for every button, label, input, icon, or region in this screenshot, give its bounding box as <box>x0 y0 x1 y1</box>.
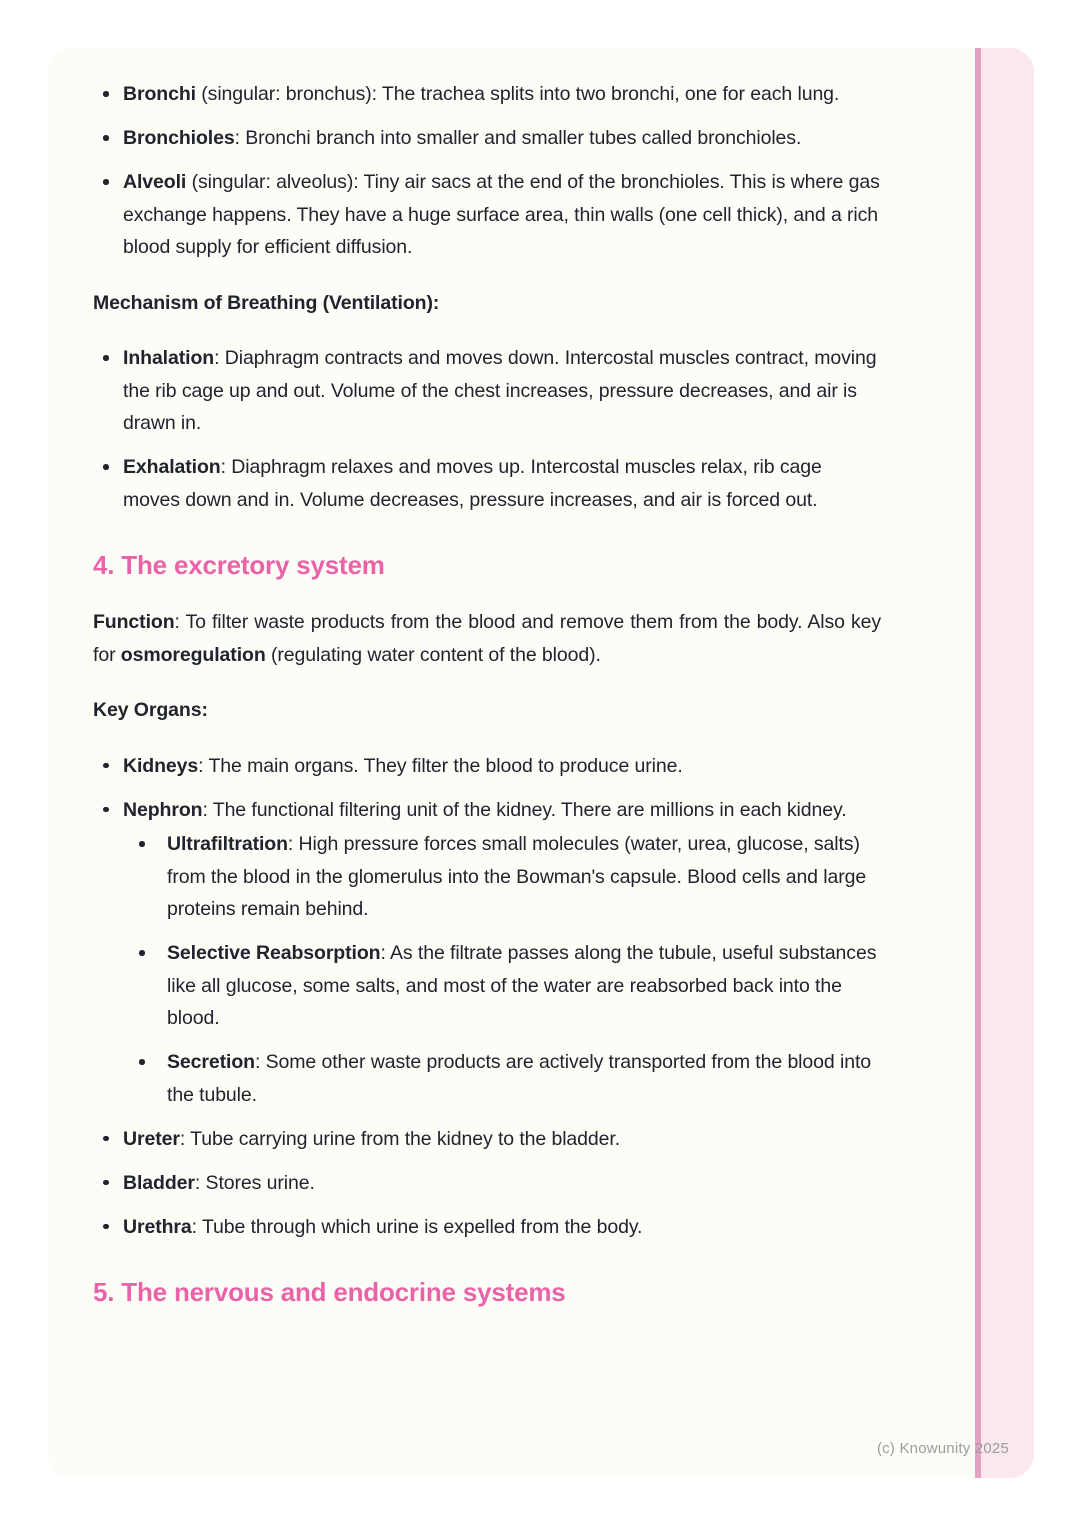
term-bold: Nephron <box>123 798 203 821</box>
list-item-selective-reabsorption <box>130 937 881 1035</box>
term-bold: Bronchioles <box>123 127 235 149</box>
term-bold-osmoregulation: osmoregulation <box>120 643 266 666</box>
term-bold: Alveoli <box>123 171 187 193</box>
pink-stripe <box>975 48 1034 1478</box>
term-bold: Inhalation <box>123 347 215 369</box>
item-text: : Diaphragm relaxes and moves up. Intercostal muscles relax, rib cage moves down and in. Volume decreases, pressure increases, and air is forced out. <box>123 456 822 511</box>
item-text: : The functional filtering unit of the kidney. There are millions in each kidney. <box>202 798 847 821</box>
list-item-ultrafiltration <box>130 828 881 926</box>
term-bold: Exhalation <box>123 456 221 478</box>
key-organs-list <box>93 750 881 1244</box>
breathing-list <box>93 342 881 516</box>
item-text: : As the filtrate passes along the tubule, useful substances like all glucose, some salts, and most of the water are reabsorbed back into the blood. <box>167 942 877 1029</box>
item-text: : Tube carrying urine from the kidney to the bladder. <box>179 1127 621 1150</box>
item-text: : High pressure forces small molecules (water, urea, glucose, salts) from the blood in the glomerulus into the Bowman's capsule. Blood cells and large proteins remain behind. <box>167 833 867 920</box>
term-bold: Ureter <box>123 1127 180 1150</box>
item-text: : Bronchi branch into smaller and smaller tubes called bronchioles. <box>234 127 802 149</box>
item-text: : Diaphragm contracts and moves down. Intercostal muscles contract, moving the rib cage up and out. Volume of the chest increases, pressure decreases, and air is drawn in. <box>123 347 877 434</box>
list-item-urethra <box>93 1211 881 1244</box>
section-heading-nervous-endocrine: 5. The nervous and endocrine systems <box>93 1277 566 1307</box>
subheading-mechanism-of-breathing: Mechanism of Breathing (Ventilation): <box>93 291 440 314</box>
item-text: : Some other waste products are actively transported from the blood into the tubule. <box>167 1051 872 1106</box>
subheading-key-organs: Key Organs: <box>93 699 208 721</box>
page-content <box>93 48 881 1330</box>
term-bold: Bronchi <box>123 83 196 105</box>
item-text: (singular: alveolus): Tiny air sacs at the end of the bronchioles. This is where gas exchange happens. They have a huge surface area, thin walls (one cell thick), and a rich blood supply for efficient diffusion. <box>123 171 880 258</box>
paragraph-text: (regulating water content of the blood). <box>265 643 601 666</box>
list-item-nephron <box>93 794 881 1112</box>
list-item-exhalation <box>93 451 881 516</box>
item-text: : The main organs. They filter the blood to produce urine. <box>198 754 683 777</box>
term-bold: Function <box>93 611 175 633</box>
list-item-bladder <box>93 1167 881 1200</box>
list-item-inhalation <box>93 342 881 440</box>
list-item-bronchi <box>93 78 881 111</box>
nephron-processes-list <box>130 828 881 1111</box>
page-card <box>48 48 1034 1478</box>
item-text: : Tube through which urine is expelled from the body. <box>191 1215 643 1238</box>
copyright-watermark: (c) Knowunity 2025 <box>876 1440 1009 1457</box>
respiratory-structures-list <box>93 78 881 264</box>
list-item-ureter <box>93 1123 881 1156</box>
list-item-bronchioles <box>93 122 881 155</box>
term-bold: Ultrafiltration <box>167 833 288 855</box>
term-bold: Secretion <box>167 1051 255 1073</box>
list-item-kidneys <box>93 750 881 783</box>
list-item-alveoli <box>93 166 881 264</box>
list-item-secretion <box>130 1046 881 1111</box>
term-bold: Kidneys <box>123 754 199 777</box>
term-bold: Bladder <box>123 1171 195 1194</box>
term-bold: Selective Reabsorption <box>167 942 381 964</box>
paragraph-text: : To filter waste products from the blood and remove them from the body. Also key for <box>93 611 881 666</box>
term-bold: Urethra <box>123 1215 192 1238</box>
section-heading-excretory-system: 4. The excretory system <box>93 550 385 580</box>
item-text: : Stores urine. <box>194 1171 315 1194</box>
function-paragraph <box>93 606 881 671</box>
item-text: (singular: bronchus): The trachea splits into two bronchi, one for each lung. <box>195 83 840 105</box>
